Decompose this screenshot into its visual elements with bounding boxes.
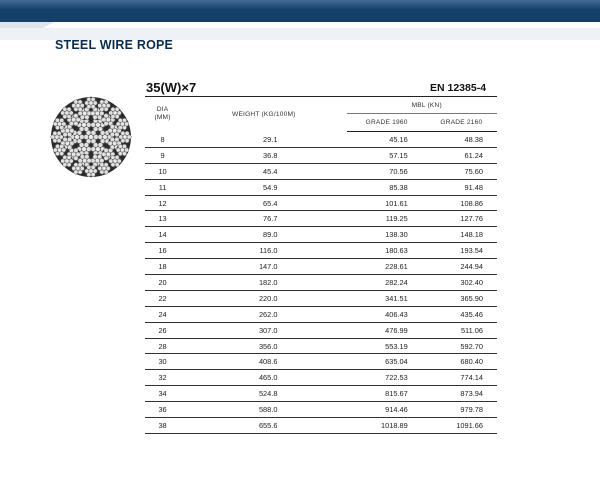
dia-cell: 32 bbox=[145, 370, 180, 386]
wire bbox=[125, 139, 129, 143]
table-row bbox=[145, 306, 497, 322]
wire bbox=[93, 143, 98, 148]
wire bbox=[67, 107, 71, 111]
wire bbox=[85, 115, 89, 119]
wire bbox=[115, 132, 119, 136]
wire bbox=[97, 155, 101, 159]
rope-construction-title: 35(W)×7 bbox=[146, 80, 197, 95]
table-row bbox=[145, 354, 497, 370]
dia-cell: 20 bbox=[145, 275, 180, 291]
grade-2160-cell: 91.48 bbox=[426, 179, 497, 195]
wire bbox=[104, 148, 108, 152]
wire bbox=[74, 121, 78, 125]
wire bbox=[77, 139, 82, 144]
wire bbox=[115, 115, 119, 119]
weight-cell: 356.0 bbox=[180, 338, 347, 354]
wire bbox=[60, 118, 64, 122]
wire bbox=[63, 107, 67, 111]
grade-2160-cell: 61.24 bbox=[426, 147, 497, 163]
weight-cell: 465.0 bbox=[180, 370, 347, 386]
weight-cell: 220.0 bbox=[180, 290, 347, 306]
wire bbox=[115, 137, 119, 141]
dia-cell: 13 bbox=[145, 211, 180, 227]
dia-cell: 36 bbox=[145, 402, 180, 418]
wire bbox=[74, 100, 78, 104]
wire bbox=[74, 148, 78, 152]
wire bbox=[84, 127, 89, 132]
grade-2160-header: GRADE 2160 bbox=[426, 114, 497, 132]
grade-1960-cell: 341.51 bbox=[347, 290, 425, 306]
wire bbox=[67, 155, 71, 159]
wire bbox=[53, 131, 57, 135]
grade-1960-cell: 476.99 bbox=[347, 322, 425, 338]
dia-cell: 22 bbox=[145, 290, 180, 306]
wire bbox=[91, 105, 95, 109]
wire bbox=[115, 107, 119, 111]
grade-2160-cell: 680.40 bbox=[426, 354, 497, 370]
dia-header-label: DIA bbox=[156, 106, 169, 114]
weight-cell: 307.0 bbox=[180, 322, 347, 338]
table-row bbox=[145, 227, 497, 243]
table-row bbox=[145, 275, 497, 291]
wire bbox=[91, 173, 95, 177]
spec-table-body bbox=[145, 132, 497, 434]
wire bbox=[67, 132, 71, 136]
grade-2160-cell: 979.78 bbox=[426, 402, 497, 418]
table-row bbox=[145, 243, 497, 259]
table-row bbox=[145, 418, 497, 434]
wire bbox=[111, 155, 115, 159]
wire bbox=[104, 107, 108, 111]
table-row bbox=[145, 370, 497, 386]
grade-1960-cell: 180.63 bbox=[347, 243, 425, 259]
wire bbox=[67, 163, 71, 167]
wire bbox=[104, 170, 108, 174]
dia-cell: 26 bbox=[145, 322, 180, 338]
grade-2160-cell: 148.18 bbox=[426, 227, 497, 243]
wire bbox=[78, 163, 82, 167]
grade-2160-cell: 75.60 bbox=[426, 163, 497, 179]
wire bbox=[104, 100, 108, 104]
grade-1960-cell: 815.67 bbox=[347, 386, 425, 402]
wire bbox=[104, 163, 108, 167]
weight-cell: 29.1 bbox=[180, 132, 347, 148]
weight-cell: 262.0 bbox=[180, 306, 347, 322]
dia-cell: 12 bbox=[145, 195, 180, 211]
grade-1960-cell: 101.61 bbox=[347, 195, 425, 211]
grade-1960-cell: 85.38 bbox=[347, 179, 425, 195]
wire bbox=[78, 107, 82, 111]
grade-2160-cell: 1091.66 bbox=[426, 418, 497, 434]
wire bbox=[108, 148, 112, 152]
wire bbox=[97, 115, 101, 119]
table-row bbox=[145, 402, 497, 418]
table-row bbox=[145, 195, 497, 211]
dia-cell: 30 bbox=[145, 354, 180, 370]
weight-cell: 65.4 bbox=[180, 195, 347, 211]
table-header-row bbox=[145, 97, 497, 114]
wire bbox=[57, 139, 61, 143]
wire bbox=[78, 170, 82, 174]
wire bbox=[122, 152, 126, 156]
grade-1960-cell: 138.30 bbox=[347, 227, 425, 243]
wire bbox=[67, 137, 71, 141]
table-row bbox=[145, 147, 497, 163]
wire bbox=[122, 126, 126, 130]
weight-cell: 182.0 bbox=[180, 275, 347, 291]
grade-2160-cell: 774.14 bbox=[426, 370, 497, 386]
dia-header bbox=[145, 97, 180, 132]
weight-cell: 655.6 bbox=[180, 418, 347, 434]
grade-1960-cell: 1018.89 bbox=[347, 418, 425, 434]
wire bbox=[125, 131, 129, 135]
spec-table bbox=[145, 96, 497, 434]
grade-2160-cell: 302.40 bbox=[426, 275, 497, 291]
grade-1960-cell: 914.46 bbox=[347, 402, 425, 418]
wire bbox=[55, 144, 59, 148]
dia-cell: 16 bbox=[145, 243, 180, 259]
table-row bbox=[145, 132, 497, 148]
wire bbox=[60, 144, 64, 148]
wire bbox=[100, 100, 104, 104]
grade-2160-cell: 48.38 bbox=[426, 132, 497, 148]
wire bbox=[78, 100, 82, 104]
wire bbox=[55, 118, 59, 122]
table-row bbox=[145, 290, 497, 306]
weight-cell: 36.8 bbox=[180, 147, 347, 163]
wire bbox=[91, 97, 95, 101]
grade-1960-cell: 45.16 bbox=[347, 132, 425, 148]
dia-cell: 38 bbox=[145, 418, 180, 434]
weight-cell: 408.6 bbox=[180, 354, 347, 370]
wire bbox=[118, 144, 122, 148]
wire bbox=[63, 155, 67, 159]
wire bbox=[93, 155, 97, 159]
wire bbox=[110, 125, 114, 129]
grade-1960-cell: 228.61 bbox=[347, 259, 425, 275]
grade-2160-cell: 511.06 bbox=[426, 322, 497, 338]
dia-cell: 8 bbox=[145, 132, 180, 148]
wire bbox=[121, 131, 125, 135]
wire bbox=[74, 114, 78, 118]
grade-1960-cell: 57.15 bbox=[347, 147, 425, 163]
dia-header-unit: (MM) bbox=[154, 114, 171, 122]
standard-label: EN 12385-4 bbox=[430, 82, 487, 94]
grade-2160-cell: 193.54 bbox=[426, 243, 497, 259]
dia-cell: 34 bbox=[145, 386, 180, 402]
dia-cell: 11 bbox=[145, 179, 180, 195]
wire bbox=[87, 97, 91, 101]
weight-header: WEIGHT (KG/100M) bbox=[180, 97, 347, 132]
wire bbox=[122, 118, 126, 122]
wire bbox=[85, 155, 89, 159]
grade-1960-header: GRADE 1960 bbox=[347, 114, 425, 132]
wire bbox=[60, 152, 64, 156]
wire bbox=[67, 145, 71, 149]
wire bbox=[60, 126, 64, 130]
grade-2160-cell: 244.94 bbox=[426, 259, 497, 275]
wire bbox=[98, 127, 103, 132]
dia-cell: 28 bbox=[145, 338, 180, 354]
table-row bbox=[145, 163, 497, 179]
table-row bbox=[145, 179, 497, 195]
wire bbox=[80, 155, 84, 159]
mbl-header: MBL (KN) bbox=[347, 97, 497, 114]
grade-2160-cell: 873.94 bbox=[426, 386, 497, 402]
weight-cell: 147.0 bbox=[180, 259, 347, 275]
weight-cell: 524.8 bbox=[180, 386, 347, 402]
grade-1960-cell: 406.43 bbox=[347, 306, 425, 322]
table-row bbox=[145, 259, 497, 275]
dia-cell: 10 bbox=[145, 163, 180, 179]
banner-shine bbox=[0, 0, 600, 10]
section-title: STEEL WIRE ROPE bbox=[55, 38, 174, 52]
wire bbox=[67, 115, 71, 119]
grade-1960-cell: 722.53 bbox=[347, 370, 425, 386]
wire bbox=[74, 156, 78, 160]
grade-2160-cell: 435.46 bbox=[426, 306, 497, 322]
wire bbox=[115, 163, 119, 167]
wire bbox=[84, 143, 89, 148]
wire bbox=[110, 137, 114, 141]
weight-cell: 588.0 bbox=[180, 402, 347, 418]
wire bbox=[118, 118, 122, 122]
grade-1960-cell: 282.24 bbox=[347, 275, 425, 291]
wire-rope-cross-section-icon bbox=[50, 96, 132, 178]
wire bbox=[87, 165, 91, 169]
dia-cell: 24 bbox=[145, 306, 180, 322]
dia-cell: 18 bbox=[145, 259, 180, 275]
weight-cell: 89.0 bbox=[180, 227, 347, 243]
dia-cell: 14 bbox=[145, 227, 180, 243]
grade-2160-cell: 365.90 bbox=[426, 290, 497, 306]
dia-cell: 9 bbox=[145, 147, 180, 163]
wire bbox=[63, 137, 67, 141]
wire bbox=[98, 143, 103, 148]
grade-1960-cell: 635.04 bbox=[347, 354, 425, 370]
grade-2160-cell: 592.70 bbox=[426, 338, 497, 354]
weight-cell: 54.9 bbox=[180, 179, 347, 195]
wire bbox=[122, 144, 126, 148]
weight-cell: 76.7 bbox=[180, 211, 347, 227]
table-row bbox=[145, 322, 497, 338]
table-row bbox=[145, 338, 497, 354]
grade-2160-cell: 108.86 bbox=[426, 195, 497, 211]
wire bbox=[115, 155, 119, 159]
wire bbox=[100, 163, 104, 167]
grade-2160-cell: 127.76 bbox=[426, 211, 497, 227]
table-row bbox=[145, 386, 497, 402]
weight-cell: 45.4 bbox=[180, 163, 347, 179]
grade-1960-cell: 553.19 bbox=[347, 338, 425, 354]
wire bbox=[57, 131, 61, 135]
wire bbox=[74, 163, 78, 167]
weight-cell: 116.0 bbox=[180, 243, 347, 259]
grade-1960-cell: 119.25 bbox=[347, 211, 425, 227]
wire bbox=[91, 165, 95, 169]
grade-1960-cell: 70.56 bbox=[347, 163, 425, 179]
table-row bbox=[145, 211, 497, 227]
wire bbox=[104, 114, 108, 118]
wire bbox=[111, 107, 115, 111]
